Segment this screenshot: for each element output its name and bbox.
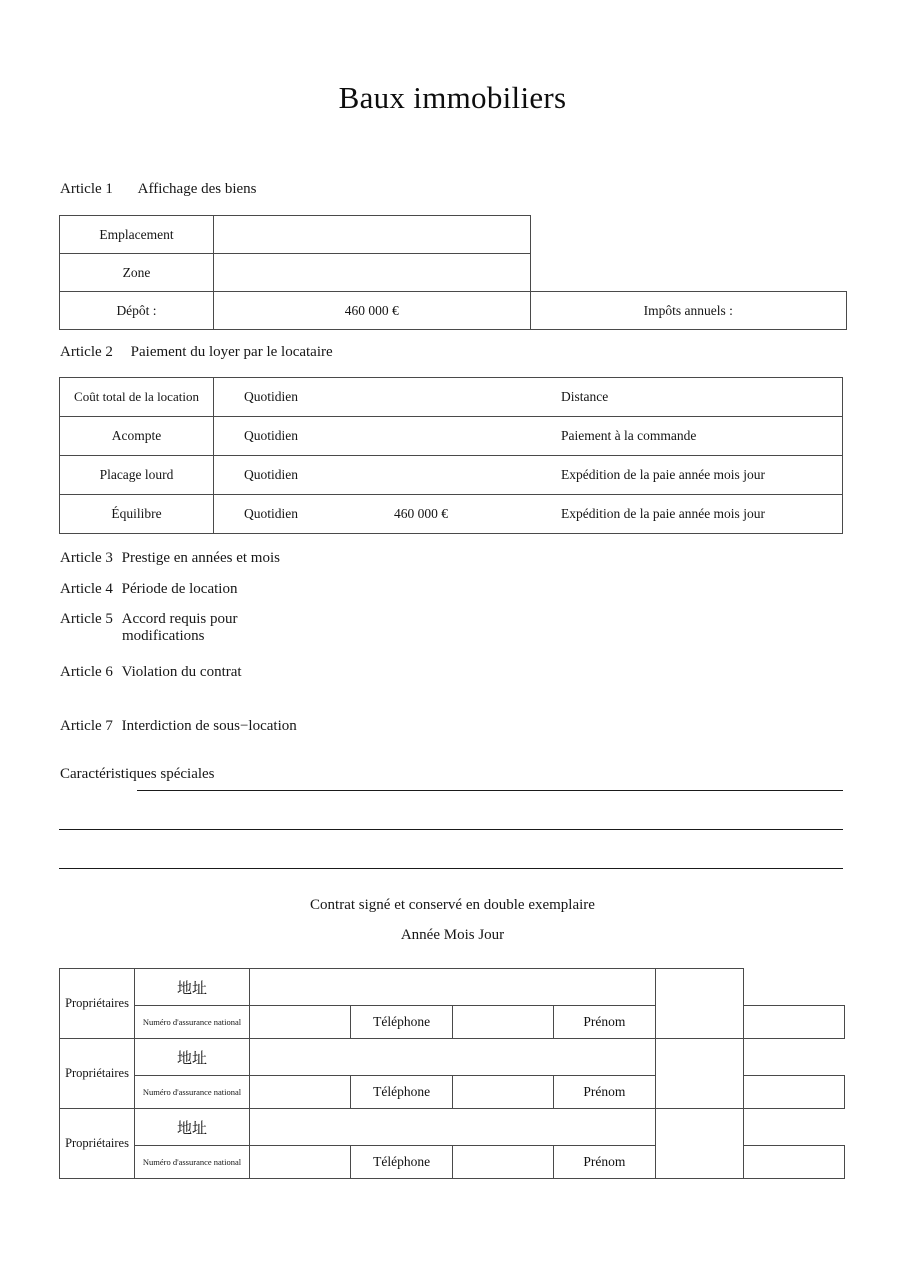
zone-label: Zone <box>60 254 214 292</box>
emplacement-label: Emplacement <box>60 216 214 254</box>
owners-table <box>59 968 845 1179</box>
phone-value[interactable] <box>452 1076 553 1109</box>
address-value[interactable] <box>250 969 656 1006</box>
signature-cell[interactable] <box>655 969 743 1039</box>
phone-label: Téléphone <box>351 1076 452 1109</box>
rent-row-details <box>214 417 843 456</box>
ssn-value[interactable] <box>250 1006 351 1039</box>
article-1-heading <box>60 181 257 198</box>
rent-frequency: Quotidien <box>244 428 298 443</box>
article-5-continuation: modifications <box>122 628 205 644</box>
firstname-value[interactable] <box>743 1146 844 1179</box>
rent-row-label: Placage lourd <box>60 456 214 495</box>
table-row <box>60 456 843 495</box>
rent-terms: Distance <box>561 389 609 404</box>
phone-value[interactable] <box>452 1006 553 1039</box>
ssn-label: Numéro d'assurance national <box>135 1006 250 1039</box>
rent-row-label: Coût total de la location <box>60 378 214 417</box>
address-value[interactable] <box>250 1039 656 1076</box>
firstname-label: Prénom <box>554 1006 655 1039</box>
address-label: 地址 <box>135 969 250 1006</box>
deposit-value[interactable]: 460 000 € <box>214 292 531 330</box>
rent-frequency: Quotidien <box>244 389 298 404</box>
deposit-label: Dépôt : <box>60 292 214 330</box>
properties-table <box>59 215 847 330</box>
rent-row-details <box>214 456 843 495</box>
special-characteristics-rule-1[interactable] <box>137 790 843 791</box>
article-2-subject: Paiement du loyer par le locataire <box>130 344 333 360</box>
address-label: 地址 <box>135 1039 250 1076</box>
ssn-value[interactable] <box>250 1146 351 1179</box>
rent-amount[interactable]: 460 000 € <box>394 506 448 521</box>
article-4-line <box>60 581 237 598</box>
emplacement-value[interactable] <box>214 216 531 254</box>
table-row <box>60 254 847 292</box>
firstname-value[interactable] <box>743 1006 844 1039</box>
firstname-value[interactable] <box>743 1076 844 1109</box>
address-value[interactable] <box>250 1109 656 1146</box>
table-row <box>60 216 847 254</box>
article-1-number: Article 1 <box>60 181 113 197</box>
owner-label: Propriétaires <box>60 1109 135 1179</box>
rent-terms: Expédition de la paie année mois jour <box>561 506 765 521</box>
rent-terms: Paiement à la commande <box>561 428 697 443</box>
rent-row-details <box>214 378 843 417</box>
article-7-number: Article 7 <box>60 718 113 734</box>
owner-label: Propriétaires <box>60 1039 135 1109</box>
document-title: Baux immobiliers <box>338 80 567 115</box>
table-row <box>60 292 847 330</box>
special-characteristics-rule-3[interactable] <box>59 868 843 869</box>
zone-value[interactable] <box>214 254 531 292</box>
annual-tax-label: Impôts annuels : <box>530 292 847 330</box>
signature-cell[interactable] <box>655 1039 743 1109</box>
article-7-line <box>60 718 297 735</box>
ssn-label: Numéro d'assurance national <box>135 1076 250 1109</box>
table-row <box>60 1109 845 1146</box>
address-label: 地址 <box>135 1109 250 1146</box>
firstname-label: Prénom <box>554 1076 655 1109</box>
signature-note-line-1: Contrat signé et conservé en double exemplaire <box>310 897 595 913</box>
special-characteristics-label: Caractéristiques spéciales <box>60 766 215 782</box>
article-6-text: Violation du contrat <box>121 664 242 680</box>
table-row <box>60 969 845 1006</box>
owner-label: Propriétaires <box>60 969 135 1039</box>
article-2-heading <box>60 344 333 361</box>
phone-value[interactable] <box>452 1146 553 1179</box>
rent-row-details <box>214 495 843 534</box>
rent-row-label: Acompte <box>60 417 214 456</box>
phone-label: Téléphone <box>351 1006 452 1039</box>
rent-frequency: Quotidien <box>244 467 298 482</box>
article-5-text: Accord requis pour <box>121 611 238 627</box>
table-row <box>60 378 843 417</box>
article-5-line <box>60 611 237 645</box>
table-row <box>60 1039 845 1076</box>
article-5-number: Article 5 <box>60 611 113 627</box>
table-row <box>60 417 843 456</box>
rent-payment-table <box>59 377 843 534</box>
article-2-number: Article 2 <box>60 344 113 360</box>
article-6-number: Article 6 <box>60 664 113 680</box>
article-6-line <box>60 664 242 681</box>
special-characteristics-rule-2[interactable] <box>59 829 843 830</box>
signature-note-line-2: Année Mois Jour <box>400 927 505 943</box>
article-1-subject: Affichage des biens <box>137 181 257 197</box>
table-row <box>60 495 843 534</box>
rent-terms: Expédition de la paie année mois jour <box>561 467 765 482</box>
ssn-value[interactable] <box>250 1076 351 1109</box>
article-3-number: Article 3 <box>60 550 113 566</box>
article-3-text: Prestige en années et mois <box>121 550 280 566</box>
article-3-line <box>60 550 280 567</box>
phone-label: Téléphone <box>351 1146 452 1179</box>
article-4-number: Article 4 <box>60 581 113 597</box>
rent-row-label: Équilibre <box>60 495 214 534</box>
firstname-label: Prénom <box>554 1146 655 1179</box>
article-7-text: Interdiction de sous−location <box>121 718 297 734</box>
rent-frequency: Quotidien <box>244 506 298 521</box>
signature-cell[interactable] <box>655 1109 743 1179</box>
ssn-label: Numéro d'assurance national <box>135 1146 250 1179</box>
article-4-text: Période de location <box>121 581 238 597</box>
